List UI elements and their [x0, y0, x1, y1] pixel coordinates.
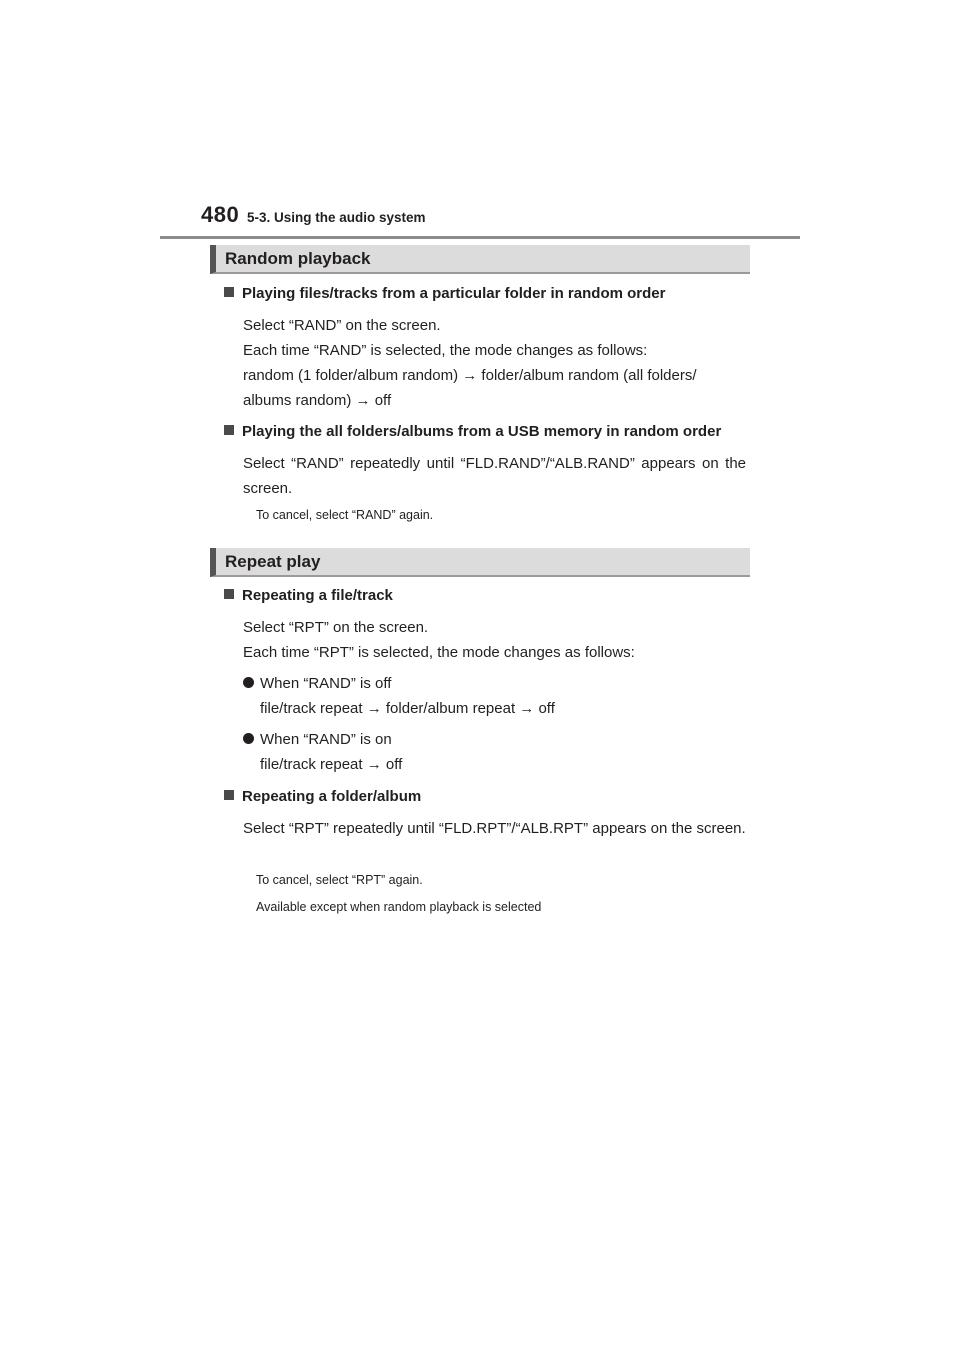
bullet-rand-on-body: file/track repeat → off — [260, 756, 403, 773]
square-bullet-icon — [224, 790, 234, 800]
bullet-rand-on-title: When “RAND” is on — [260, 731, 392, 748]
random-playback-heading — [210, 245, 750, 274]
bullet-rand-off-title: When “RAND” is off — [260, 675, 392, 692]
bullet-rand-off-body: file/track repeat → folder/album repeat → off — [260, 700, 555, 717]
bullet-rand-off — [243, 671, 391, 696]
repeat-sub2-heading — [224, 788, 421, 805]
random-sub2-note: To cancel, select “RAND” again. — [256, 508, 434, 522]
repeat-play-heading — [210, 548, 750, 577]
random-playback-title: Random playback — [225, 249, 371, 268]
repeat-sub2-label: Repeating a folder/album — [242, 788, 422, 805]
section-title: 5-3. Using the audio system — [247, 210, 426, 225]
repeat-sub2-body: Select “RPT” repeatedly until “FLD.RPT”/“ALB.RPT” appears on the screen. — [243, 820, 746, 837]
random-sub1-line2: Each time “RAND” is selected, the mode changes as follows: — [243, 342, 648, 359]
repeat-sub1-line1: Select “RPT” on the screen. — [243, 619, 429, 636]
random-sub1-body — [243, 313, 746, 413]
random-sub2-label: Playing the all folders/albums from a USB memory in random order — [242, 423, 722, 440]
round-bullet-icon — [243, 733, 254, 744]
random-sub1-line1: Select “RAND” on the screen. — [243, 317, 441, 334]
repeat-play-title: Repeat play — [225, 552, 321, 571]
random-sub1-line3: random (1 folder/album random) → folder/album random (all folders/ — [243, 367, 697, 384]
random-sub1-label: Playing files/tracks from a particular folder in random order — [242, 285, 666, 302]
repeat-sub1-heading — [224, 587, 393, 604]
bullet-rand-on — [243, 727, 392, 752]
random-sub1-heading — [224, 285, 665, 302]
random-sub2-body: Select “RAND” repeatedly until “FLD.RAND”/“ALB.RAND” appears on the screen. — [243, 455, 746, 497]
round-bullet-icon — [243, 677, 254, 688]
random-sub1-line4: albums random) → off — [243, 392, 392, 409]
square-bullet-icon — [224, 287, 234, 297]
page-header — [160, 200, 800, 239]
repeat-sub1-body — [243, 615, 746, 665]
random-sub2-heading — [224, 423, 721, 440]
square-bullet-icon — [224, 425, 234, 435]
repeat-note-cancel: To cancel, select “RPT” again. — [256, 873, 423, 887]
repeat-sub1-line2: Each time “RPT” is selected, the mode changes as follows: — [243, 644, 635, 661]
page-number: 480 — [201, 202, 240, 227]
square-bullet-icon — [224, 589, 234, 599]
repeat-sub1-label: Repeating a file/track — [242, 587, 393, 604]
repeat-note-available: Available except when random playback is selected — [256, 900, 542, 914]
